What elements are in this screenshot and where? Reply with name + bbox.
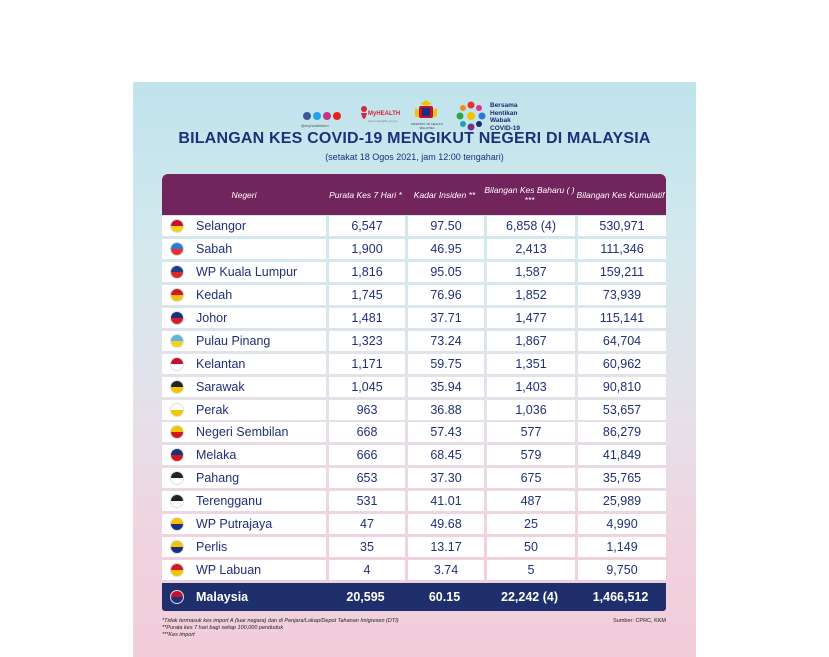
incidence-cell: 68.45 [408, 445, 484, 465]
total-new-cases: 22,242 (4) [501, 590, 558, 605]
incidence-cell: 49.68 [408, 514, 484, 534]
state-cell [162, 491, 326, 511]
incidence-cell: 36.88 [408, 400, 484, 420]
incidence-cell: 37.30 [408, 468, 484, 488]
new-cases-cell: 675 [487, 468, 575, 488]
table-body [162, 215, 666, 581]
state-cell [162, 422, 326, 442]
page-subtitle: (setakat 18 Ogos 2021, jam 12:00 tengahari) [325, 152, 504, 162]
new-cases-cell: 1,477 [487, 308, 575, 328]
new-cases-cell: 2,413 [487, 239, 575, 259]
state-name: Johor [196, 311, 228, 325]
cumulative-cell: 4,990 [578, 514, 666, 534]
cumulative-cell: 53,657 [578, 400, 666, 420]
table-row [162, 307, 666, 330]
myhealth-logo [359, 105, 403, 127]
footnote-2: **Purata kes 7 hari bagi setiap 100,000 penduduk [162, 625, 284, 631]
coat-of-arms-icon [412, 98, 440, 122]
incidence-cell: 37.71 [408, 308, 484, 328]
terengganu-flag-icon [170, 494, 184, 508]
table-row [162, 490, 666, 513]
table-row [162, 238, 666, 261]
total-avg7: 20,595 [346, 590, 385, 605]
col-header-avg7: Purata Kes 7 Hari * [329, 189, 402, 200]
perlis-flag-icon [170, 540, 184, 554]
state-name: Pahang [196, 471, 240, 486]
cumulative-cell: 41,849 [578, 445, 666, 465]
state-name: Sarawak [196, 379, 245, 394]
cumulative-cell: 64,704 [578, 331, 666, 351]
state-name: Negeri Sembilan [196, 425, 289, 440]
state-cell [162, 216, 326, 236]
new-cases-cell: 50 [487, 537, 575, 557]
new-cases-cell: 25 [487, 514, 575, 534]
pahang-flag-icon [170, 471, 184, 485]
state-cell [162, 239, 326, 259]
cumulative-cell: 86,279 [578, 422, 666, 442]
incidence-cell: 57.43 [408, 422, 484, 442]
new-cases-cell: 5 [487, 560, 575, 580]
perak-flag-icon [170, 403, 184, 417]
total-state-cell [162, 590, 326, 604]
social-handle: @myhealthkkm [301, 123, 329, 128]
table-row [162, 467, 666, 490]
footnotes [162, 618, 399, 639]
table-row [162, 558, 666, 581]
new-cases-cell: 1,867 [487, 331, 575, 351]
footnote-3: ***Kes import [162, 632, 195, 638]
cumulative-cell: 111,346 [578, 239, 666, 259]
infographic-poster [133, 82, 696, 657]
new-cases-cell: 6,858 (4) [487, 216, 575, 236]
avg7-cell: 1,171 [329, 354, 405, 374]
negeri-sembilan-flag-icon [170, 425, 184, 439]
cumulative-cell: 35,765 [578, 468, 666, 488]
kelantan-flag-icon [170, 357, 184, 371]
instagram-icon [323, 112, 331, 120]
johor-flag-icon [170, 311, 184, 325]
avg7-cell: 6,547 [329, 216, 405, 236]
table-row [162, 284, 666, 307]
state-cell [162, 445, 326, 465]
social-icons [303, 112, 341, 120]
new-cases-cell: 1,587 [487, 262, 575, 282]
incidence-cell: 3.74 [408, 560, 484, 580]
state-name: WP Kuala Lumpur [196, 265, 298, 280]
wp-putrajaya-flag-icon [170, 517, 184, 531]
cumulative-cell: 115,141 [578, 308, 666, 328]
incidence-cell: 76.96 [408, 285, 484, 305]
incidence-cell: 35.94 [408, 377, 484, 397]
incidence-cell: 46.95 [408, 239, 484, 259]
cumulative-cell: 73,939 [578, 285, 666, 305]
new-cases-cell: 1,036 [487, 400, 575, 420]
state-name: Kedah [196, 288, 233, 303]
facebook-icon [303, 112, 311, 120]
table-row [162, 261, 666, 284]
state-cell [162, 377, 326, 397]
cumulative-cell: 159,211 [578, 262, 666, 282]
avg7-cell: 1,745 [329, 285, 405, 305]
cases-table [162, 174, 666, 611]
avg7-cell: 35 [329, 537, 405, 557]
table-row [162, 352, 666, 375]
avg7-cell: 666 [329, 445, 405, 465]
source-note: Sumber: CPRC, KKM [613, 618, 666, 624]
state-name: WP Putrajaya [196, 517, 273, 532]
avg7-cell: 963 [329, 400, 405, 420]
ministry-text: MINISTRY OF HEALTH MALAYSIA [411, 122, 443, 130]
cumulative-cell: 9,750 [578, 560, 666, 580]
new-cases-cell: 487 [487, 491, 575, 511]
wp-labuan-flag-icon [170, 563, 184, 577]
avg7-cell: 1,900 [329, 239, 405, 259]
sarawak-flag-icon [170, 380, 184, 394]
avg7-cell: 1,481 [329, 308, 405, 328]
avg7-cell: 1,323 [329, 331, 405, 351]
new-cases-cell: 577 [487, 422, 575, 442]
state-cell [162, 514, 326, 534]
state-cell [162, 285, 326, 305]
state-name: Terengganu [196, 494, 263, 509]
logo-bar [133, 92, 696, 132]
state-name: Perlis [196, 539, 228, 554]
ministry-crest [411, 98, 443, 132]
table-row [162, 535, 666, 558]
incidence-cell: 73.24 [408, 331, 484, 351]
malaysia-flag-icon [170, 590, 184, 604]
table-row [162, 329, 666, 352]
incidence-cell: 97.50 [408, 216, 484, 236]
cumulative-cell: 60,962 [578, 354, 666, 374]
col-header-state: Negeri [231, 189, 257, 200]
avg7-cell: 1,816 [329, 262, 405, 282]
incidence-cell: 13.17 [408, 537, 484, 557]
avg7-cell: 668 [329, 422, 405, 442]
state-name: Kelantan [196, 356, 246, 371]
state-cell [162, 560, 326, 580]
table-row [162, 444, 666, 467]
pulau-pinang-flag-icon [170, 334, 184, 348]
table-row [162, 421, 666, 444]
incidence-cell: 41.01 [408, 491, 484, 511]
total-state-label: Malaysia [196, 590, 249, 605]
youtube-icon [333, 112, 341, 120]
total-incidence: 60.15 [428, 590, 461, 605]
incidence-cell: 95.05 [408, 262, 484, 282]
col-header-incidence: Kadar Insiden ** [413, 189, 476, 200]
state-cell [162, 331, 326, 351]
state-name: Pulau Pinang [196, 333, 271, 348]
selangor-flag-icon [170, 219, 184, 233]
campaign-text: Bersama Hentikan Wabak COVID-19 [490, 102, 520, 132]
kedah-flag-icon [170, 288, 184, 302]
avg7-cell: 653 [329, 468, 405, 488]
state-name: Selangor [196, 219, 247, 234]
state-name: Sabah [196, 242, 233, 257]
footnote-1: *Tidak termasuk kes import A (luar negara) dan di Penjara/Lokap/Depot Tahanan Imigresen (DTI) [162, 618, 399, 624]
state-cell [162, 400, 326, 420]
state-cell [162, 537, 326, 557]
table-row [162, 513, 666, 536]
myhealth-text: MyHEALTH [368, 111, 401, 117]
twitter-icon [313, 112, 321, 120]
state-cell [162, 308, 326, 328]
incidence-cell: 59.75 [408, 354, 484, 374]
cumulative-cell: 1,149 [578, 537, 666, 557]
table-row [162, 215, 666, 238]
avg7-cell: 47 [329, 514, 405, 534]
state-cell [162, 262, 326, 282]
new-cases-cell: 1,403 [487, 377, 575, 397]
myhealth-sub: www.myhealth.gov.my [368, 119, 398, 123]
sabah-flag-icon [170, 242, 184, 256]
new-cases-cell: 1,351 [487, 354, 575, 374]
total-row [162, 583, 666, 611]
campaign-emblem-icon [455, 100, 487, 132]
col-header-new-cases: Bilangan Kes Baharu ( ) *** [484, 184, 575, 205]
state-cell [162, 468, 326, 488]
table-row [162, 398, 666, 421]
avg7-cell: 4 [329, 560, 405, 580]
state-name: Melaka [196, 448, 237, 463]
new-cases-cell: 579 [487, 445, 575, 465]
cumulative-cell: 530,971 [578, 216, 666, 236]
total-cumulative: 1,466,512 [592, 590, 649, 605]
table-row [162, 375, 666, 398]
new-cases-cell: 1,852 [487, 285, 575, 305]
col-header-cumulative: Bilangan Kes Kumulatif [576, 189, 665, 200]
state-name: Perak [196, 402, 229, 417]
table-header [162, 174, 666, 215]
cumulative-cell: 90,810 [578, 377, 666, 397]
state-name: WP Labuan [196, 562, 262, 577]
wp-kuala-lumpur-flag-icon [170, 265, 184, 279]
avg7-cell: 531 [329, 491, 405, 511]
state-cell [162, 354, 326, 374]
cumulative-cell: 25,989 [578, 491, 666, 511]
melaka-flag-icon [170, 448, 184, 462]
avg7-cell: 1,045 [329, 377, 405, 397]
page-title: BILANGAN KES COVID-19 MENGIKUT NEGERI DI MALAYSIA [178, 130, 651, 147]
